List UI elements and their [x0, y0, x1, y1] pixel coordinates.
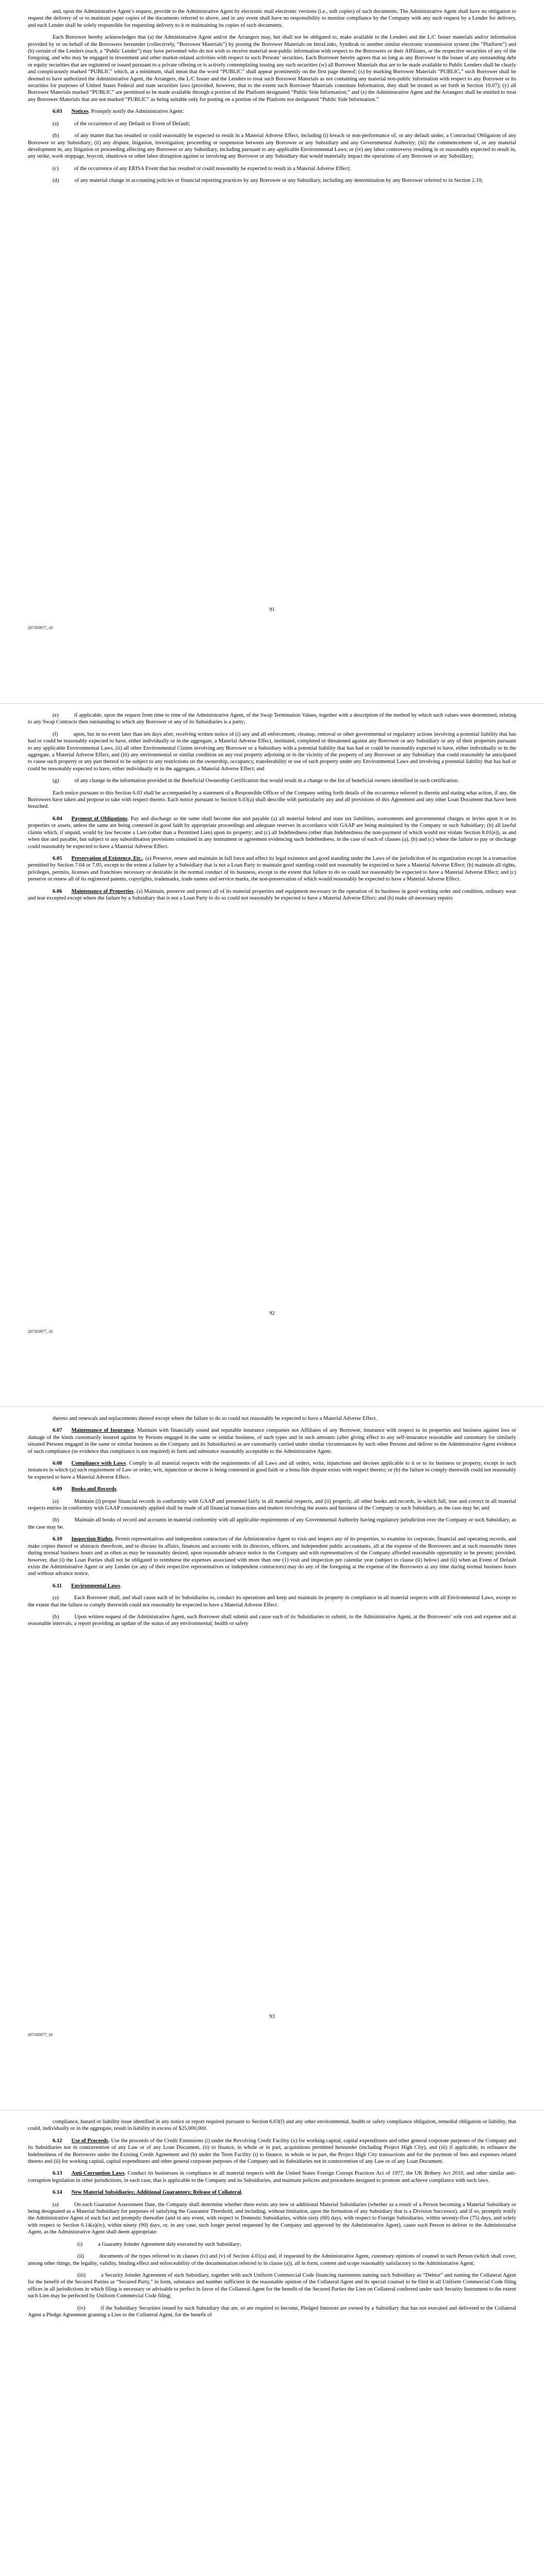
section-heading: Compliance with Laws [71, 1461, 126, 1467]
subclause-label: (iii) [77, 2272, 86, 2278]
clause-label: (a) [53, 2201, 59, 2208]
clause-label: (g) [53, 778, 59, 784]
body-paragraph: Each notice pursuant to this Section 6.03 shall be accompanied by a statement of a Responsible Officer of the Company setting forth details of the occurrence referred to therein and stating what action, if any, the Borrowers have taken and propose to take with respect thereto. Each notice pursuant to Section 6.03(a) shall describe with particularity any and all provisions of this Agreement and any other Loan Document that have been breached. [28, 790, 516, 810]
clause-label: (b) [53, 133, 59, 139]
section-paragraph: 6.12 Use of Proceeds. Use the proceeds of the Credit Extensions (i) under the Revolving Credit Facility (x) for working capital, capital expenditures and other general corporate purposes of the Company and its Subsidiaries not in contravention of any Law or of any Loan Document, (ii) to finance, in whole or in part, acquisitions permitted hereunder (including Project High City), and (iii) if applicable, to refinance the Indebtedness of the Borrowers under the Existing Credit Agreement and (b) under the Term Facility (i) to finance, in whole or in part, the Project High City transactions and for the payment of fees and expenses related thereto and (ii) for working capital, capital expenditures and other general corporate purposes of the Company and its Subsidiaries not in contravention of any Law or of any Loan Document. [28, 2138, 516, 2165]
body-paragraph: compliance, hazard or liability issue identified in any notice or report required pursuant to Section 6.03(f) and any other environmental, health or safety compliance obligation, remedial obligation or liability, that could, individually or in the aggregate, result in liability in excess of $25,000,000. [28, 2119, 516, 2132]
section-heading: Maintenance of Insurance [71, 1428, 134, 1434]
clause-paragraph: (f) upon, but in no event later than ten days after, receiving written notice of (i) any and all enforcement, cleanup, removal or other governmental or regulatory actions involving a potential liability that has had or could be reasonably expected to have, either individually or in the aggregate, a Material Adverse Effect, instituted, completed or threatened against any Borrower or any Subsidiary or any of their properties pursuant to any applicable Environmental Laws, (ii) all other Environmental Claims involving any Borrower or a Subsidiary with a potential liability that has had or could be reasonably expected to have, either individually or in the aggregate, a Material Adverse Effect, and (iii) any environmental or similar condition on any real property adjoining or in the vicinity of the property of any Borrower or any Subsidiary that could reasonably be anticipated to cause such property or any part thereof to be subject to any restrictions on the ownership, occupancy, transferability or use of such property under any Environmental Laws and involving a potential liability that has had or could be reasonably expected to have, either individually or in the aggregate, a Material Adverse Effect; and [28, 731, 516, 772]
section-number: 6.13 [53, 2171, 62, 2177]
clause-paragraph: (b) Maintain all books of record and accounts in material conformity with all applicable requirements of any Governmental Authority having regulatory jurisdiction over the Company or such Subsidiary, as the case may be. [28, 1517, 516, 1530]
document-page [0, 2110, 544, 2576]
clause-paragraph: (c) of the occurrence of any ERISA Event that has resulted or could reasonably be expected to result in a Material Adverse Effect; [53, 165, 351, 172]
section-number: 6.11 [53, 1583, 62, 1589]
clause-paragraph: (g) of any change in the information provided in the Beneficial Ownership Certification that would result in a change to the list of beneficial owners identified in such certification. [53, 778, 459, 784]
page-number: 93 [269, 2014, 275, 2020]
page-number: 92 [269, 1311, 275, 1316]
document-page [0, 0, 544, 703]
section-paragraph: 6.06 Maintenance of Properties. (a) Maintain, preserve and protect all of its material properties and equipment necessary in the operation of its business in good working order and condition, ordinary wear and tear excepted except where the failure by a Subsidiary that is not a Loan Party to do so could not reasonably be expected to have a Material Adverse Effect; and (b) make all necessary repairs [28, 888, 517, 901]
clause-label: (b) [53, 1614, 59, 1620]
section-heading: Preservation of Existence, Etc. [71, 855, 143, 861]
section-number: 6.14 [53, 2190, 62, 2196]
clause-paragraph: (a) Maintain (i) proper financial records in conformity with GAAP and presented fairly in all material respects, and (ii) properly, all other books and records, in which full, true and correct in all material respects entries in conformity with GAAP consistently applied shall be made of all financial transactions and matters involving the assets and business of the Company or such Subsidiary, as the case may be; and [28, 1498, 516, 1512]
section-number: 6.05 [53, 855, 62, 861]
clause-paragraph: (b) Upon written request of the Administrative Agent, each Borrower shall submit and cause each of its Subsidiaries to submit, to the Administrative Agent, at the Borrowers’ sole cost and expense and at reasonable intervals, a report providing an update of the status of any environmental, health or safety [28, 1614, 516, 1627]
section-paragraph: 6.03 Notices. Promptly notify the Administrative Agent: [53, 109, 184, 115]
document-id: 207183977_10 [28, 2032, 53, 2037]
document-id: 207183977_10 [28, 1329, 53, 1334]
section-paragraph: 6.09 Books and Records. [53, 1486, 118, 1493]
section-number: 6.12 [53, 2138, 62, 2144]
section-heading: Books and Records [71, 1486, 117, 1493]
page-number: 91 [269, 607, 275, 613]
clause-label: (e) [53, 713, 59, 718]
clause-label: (d) [53, 178, 59, 184]
clause-label: (a) [53, 121, 59, 127]
subclause-label: (i) [77, 2241, 83, 2247]
subclause-paragraph: (iv) if the Subsidiary Securities issued by such Subsidiary that are, or are required to become, Pledged Interests are owned by a Subsidiary that has not executed and delivered to the Collateral Agent a Pledge Agreement granting a Lien to the Collateral Agent, for the benefit of [28, 2305, 516, 2318]
clause-paragraph: (a) of the occurrence of any Default or Event of Default; [53, 121, 190, 127]
section-heading: New Material Subsidiaries; Additional Guarantors; Release of Collateral [71, 2190, 241, 2196]
clause-label: (a) [53, 1595, 59, 1601]
clause-label: (b) [53, 1517, 59, 1523]
subclause-label: (ii) [77, 2253, 84, 2260]
document-page [0, 703, 544, 1406]
body-paragraph: thereto and renewals and replacements thereof except where the failure to do so could not reasonably be expected to have a Material Adverse Effect. [53, 1416, 377, 1421]
section-paragraph: 6.10 Inspection Rights. Permit representatives and independent contractors of the Administrative Agent to visit and inspect any of its properties, to examine its corporate, financial and operating records, and make copies thereof or abstracts therefrom, and to discuss its affairs, finances and accounts with its directors, officers, and independent public accountants, all at the expense of the Borrowers and at such reasonable times during normal business hours and as often as may be reasonably desired, upon reasonable advance notice to the Company and with representatives of the Company afforded reasonable opportunity to be present; provided, however, that (i) the Loan Parties shall not be obligated to reimburse the expenses associated with more than one (1) visit and inspection per calendar year (subject to clause (ii) below) and (ii) when an Event of Default exists the Administrative Agent or any Lender (or any of their respective representatives or independent contractors) may do any of the foregoing at the expense of the Borrowers at any time during normal business hours and without advance notice. [28, 1536, 516, 1577]
section-number: 6.08 [53, 1461, 62, 1467]
section-number: 6.07 [53, 1428, 62, 1434]
section-heading: Use of Proceeds [71, 2138, 108, 2144]
section-heading: Maintenance of Properties [71, 888, 134, 894]
clause-paragraph: (d) of any material change in accounting policies or financial reporting practices by any Borrower or any Subsidiary, including any determination by any Borrower referred to in Section 2.10; [53, 178, 483, 184]
section-paragraph: 6.04 Payment of Obligations. Pay and discharge as the same shall become due and payable (a) all material federal and state tax liabilities, assessments and governmental charges or levies upon it or its properties or assets, unless the same are being contested in good faith by appropriate proceedings and adequate reserves in accordance with GAAP are being maintained by the Company or such Subsidiary; (b) all lawful claims which, if unpaid, would by law become a Lien (other than a Permitted Lien) upon its property; and (c) all Indebtedness (other than Indebtedness the non-payment of which would not violate Section 8.01(e)), as and when due and payable, but subject to any subordination provisions contained in any instrument or agreement evidencing such Indebtedness, in the case of each of clauses (a), (b) and (c) where the failure to pay or discharge could reasonably be expected to have a Material Adverse Effect. [28, 816, 517, 850]
section-number: 6.04 [53, 816, 62, 822]
clause-label: (c) [53, 165, 59, 172]
section-paragraph: 6.08 Compliance with Laws. Comply in all material respects with the requirements of all Laws and all orders, writs, injunctions and decrees applicable to it or to its business or property, except in such instances in which (a) such requirement of Law or order, writ, injunction or decree is being contested in good faith or a bona fide dispute exists with respect thereto; or (b) the failure to comply therewith could not reasonably be expected to have a Material Adverse Effect. [28, 1461, 516, 1480]
section-heading: Notices [71, 109, 89, 115]
clause-paragraph: (a) Each Borrower shall, and shall cause each of its Subsidiaries to, conduct its operations and keep and maintain its property in compliance in all material respects with all Environmental Laws, except to the extent that the failure to comply therewith could not reasonably be expected to have a Material Adverse Effect. [28, 1595, 516, 1608]
clause-paragraph: (a) On each Guarantor Assessment Date, the Company shall determine whether there exists any new or additional Material Subsidiaries (whether as a result of a Person becoming a Material Subsidiary or being designated as a Material Subsidiary for purposes of satisfying the Guarantor Threshold, and including, without limitation, upon the formation of any Subsidiary that is a Division Successor), and if so, promptly notify the Administrative Agent of each fact and promptly thereafter (and in any event, with respect to Domestic Subsidiaries, within sixty (60) days, with respect to Foreign Subsidiaries, within seventy-five (75) days, and solely with respect to Section 6.14(a)(iv), within ninety (90) days, or, in any case, such longer period requested by the Company and approved by the Administrative Agent), cause such Person to deliver to the Administrative Agent, as the Administrative Agent shall deem appropriate: [28, 2201, 516, 2235]
body-paragraph: and, upon the Administrative Agent’s request, provide to the Administrative Agent by electronic mail electronic versions (i.e., soft copies) of such documents. The Administrative Agent shall have no obligation to request the delivery of or to maintain paper copies of the documents referred to above, and in any event shall have no responsibility to monitor compliance by the Company with any such request by a Lender for delivery, and each Lender shall be solely responsible for requesting delivery to it or maintaining its copies of such documents. [28, 9, 516, 28]
section-heading: Inspection Rights [71, 1536, 112, 1543]
section-paragraph: 6.11 Environmental Laws. [53, 1583, 122, 1589]
subclause-paragraph: (ii) documents of the types referred to in clauses (iv) and (v) of Section 4.01(a) and, if requested by the Administrative Agent, customary opinions of counsel to such Person (which shall cover, among other things, the legality, validity, binding effect and enforceability of the documentation referred to in clause (a)), all in form, content and scope reasonably satisfactory to the Administrative Agent; [28, 2253, 516, 2266]
section-paragraph: 6.05 Preservation of Existence, Etc.. (a) Preserve, renew and maintain in full force and effect its legal existence and good standing under the Laws of the jurisdiction of its organization except in a transaction permitted by Section 7.04 or 7.05, except to the extent a failure by a Subsidiary that is not a Loan Party to maintain good standing could not reasonably be expected to have a Material Adverse Effect; (b) maintain all rights, privileges, permits, licenses and franchises necessary or desirable in the normal conduct of its business, except to the extent that failure to do so could not reasonably be expected to have a Material Adverse Effect; and (c) preserve or renew all of its registered patents, copyrights, trademarks, trade names and service marks, the non-preservation of which would reasonably be expected to have a Material Adverse Effect. [28, 855, 516, 883]
clause-paragraph: (b) of any matter that has resulted or could reasonably be expected to result in a Material Adverse Effect, including (i) breach or non-performance of, or any default under, a Contractual Obligation of any Borrower or any Subsidiary; (ii) any dispute, litigation, investigation, proceeding or suspension between any Borrower or any Subsidiary and any Governmental Authority; (iii) the commencement of, or any material development in, any litigation or proceeding affecting any Borrower or any Subsidiary, including pursuant to any applicable Environmental Laws; or (iv) any labor controversy resulting in or reasonably expected to result in, any strike, work stoppage, boycott, shutdown or other labor disruption against or involving any Borrower or any Subsidiary that would materially impact the operations of any Borrower or any Subsidiary; [28, 133, 516, 160]
section-heading: Environmental Laws [71, 1583, 120, 1589]
clause-paragraph: (e) if applicable, upon the request from time to time of the Administrative Agent, of the Swap Termination Values, together with a description of the method by which such values were determined, relating to any Swap Contracts then outstanding to which any Borrower or any of its Subsidiaries is a party; [28, 713, 516, 725]
subclause-paragraph: (i) a Guaranty Joinder Agreement duly executed by such Subsidiary; [77, 2241, 241, 2247]
body-paragraph: Each Borrower hereby acknowledges that (a) the Administrative Agent and/or the Arrangers may, but shall not be obligated to, make available to the Lenders and the L/C Issuer materials and/or information provided by or on behalf of the Borrowers hereunder (collectively, “Borrower Materials”) by posting the Borrower Materials on IntraLinks, Syndtrak or another similar electronic transmission system (the “Platform”) and (b) certain of the Lenders (each, a “Public Lender”) may have personnel who do not wish to receive material non-public information with respect to the Borrowers or their Affiliates, or the respective securities of any of the foregoing, and who may be engaged in investment and other market-related activities with respect to such Persons’ securities. Each Borrower hereby agrees that so long as any Borrower is the issuer of any outstanding debt or equity securities that are registered or issued pursuant to a private offering or is actively contemplating issuing any such securities (w) all Borrower Materials that are to be made available to Public Lenders shall be clearly and conspicuously marked “PUBLIC” which, at a minimum, shall mean that the word “PUBLIC” shall appear prominently on the first page thereof; (x) by marking Borrower Materials “PUBLIC,” such Borrower shall be deemed to have authorized the Administrative Agent, the Arrangers, the L/C Issuer and the Lenders to treat such Borrower Materials as not containing any material non-public information with respect to any Borrower or its securities for purposes of United States Federal and state securities laws (provided, however, that to the extent such Borrower Materials constitute Information, they shall be treated as set forth in Section 10.07); (y) all Borrower Materials marked “PUBLIC” are permitted to be made available through a portion of the Platform designated “Public Side Information;” and (z) the Administrative Agent and the Arrangers shall be entitled to treat any Borrower Materials that are not marked “PUBLIC” as being suitable only for posting on a portion of the Platform not designated “Public Side Information.” [28, 35, 516, 103]
clause-label: (f) [53, 731, 58, 737]
section-paragraph: 6.07 Maintenance of Insurance. Maintain with financially sound and reputable insurance companies not Affiliates of any Borrower, insurance with respect to its properties and business against loss or damage of the kinds customarily insured against by Persons engaged in the same or similar business, of such types and in such amounts (after giving effect to any self-insurance reasonable and customary for similarly situated Persons engaged in the same or similar business as the Company and its Subsidiaries) as are customarily carried under similar circumstances by such other Persons and deliver to the Administrative Agent evidence of such compliance (or evidence that compliance is not required) in form and substance reasonably acceptable to the Administrative Agent. [28, 1428, 516, 1454]
clause-label: (a) [53, 1498, 59, 1504]
subclause-paragraph: (iii) a Security Joinder Agreement of such Subsidiary, together with such Uniform Commercial Code financing statements naming such Subsidiary as “Debtor” and naming the Collateral Agent for the benefit of the Secured Parties as “Secured Party,” in form, substance and number sufficient in the reasonable opinion of the Collateral Agent and its special counsel to be filed in all Uniform Commercial Code filing offices in all jurisdictions in which filing is necessary or advisable to perfect in favor of the Collateral Agent for the benefit of the Secured Parties the Lien on Collateral conferred under such Security Instrument to the extent such Lien may be perfected by Uniform Commercial Code filing; [28, 2272, 516, 2299]
subclause-label: (iv) [77, 2305, 86, 2311]
section-heading: Payment of Obligations [71, 816, 128, 822]
document-page [0, 1406, 544, 2110]
document-id: 207183977_10 [28, 625, 53, 630]
section-paragraph: 6.14 New Material Subsidiaries; Additional Guarantors; Release of Collateral. [53, 2190, 243, 2196]
section-number: 6.06 [53, 888, 62, 894]
section-number: 6.09 [53, 1486, 62, 1493]
section-number: 6.10 [53, 1536, 62, 1543]
section-paragraph: 6.13 Anti-Corruption Laws. Conduct its businesses in compliance in all material respects with the United States Foreign Corrupt Practices Act of 1977, the UK Bribery Act 2010, and other similar anti-corruption legislation in other jurisdictions, in each case, that is applicable to the Company and its Subsidiaries, and maintain policies and procedures designed to promote and achieve compliance with such laws. [28, 2171, 516, 2183]
section-heading: Anti-Corruption Laws [71, 2171, 125, 2177]
section-number: 6.03 [53, 109, 62, 115]
